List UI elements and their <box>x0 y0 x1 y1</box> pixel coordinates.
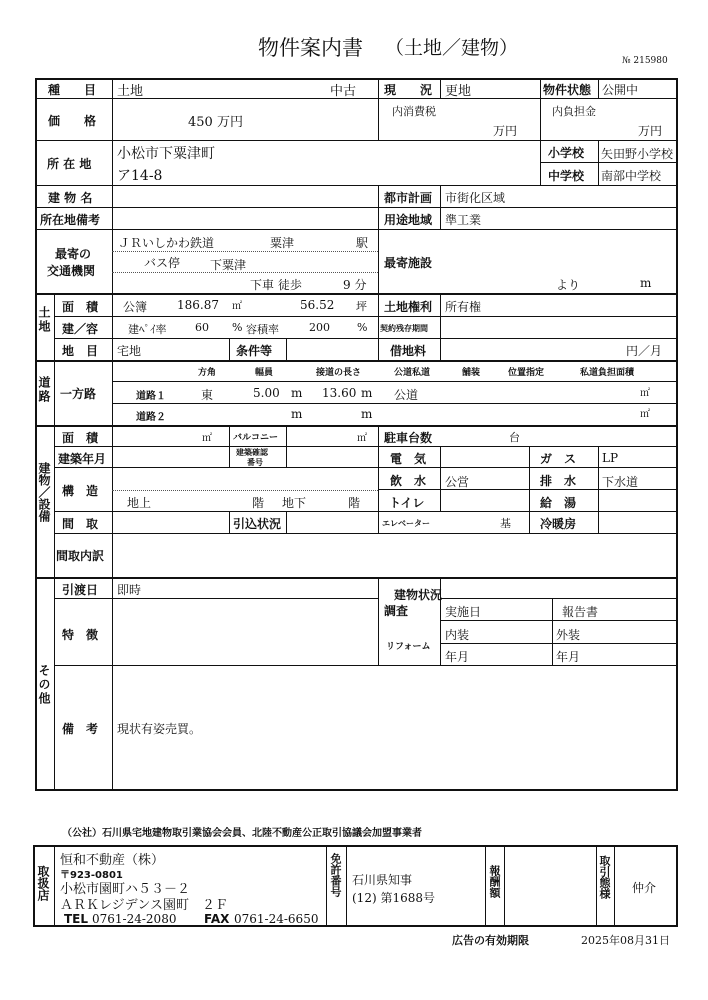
walk-minutes: 9 分 <box>343 278 367 292</box>
building-section-label: 建物／設備 <box>37 462 51 522</box>
road-header: 幅員 <box>255 368 274 378</box>
drain-value: 下水道 <box>602 475 639 489</box>
layout-detail-label: 間取内訳 <box>56 549 105 563</box>
postal-code: 〒923-0801 <box>60 870 123 881</box>
elevator-label: エレベーター <box>382 519 430 528</box>
interior-ym: 年月 <box>445 650 470 664</box>
other-section-label: その他 <box>37 664 51 706</box>
land-right-value: 所有権 <box>445 300 482 314</box>
lease-label: 契約残存期間 <box>380 324 428 333</box>
junior-value: 南部中学校 <box>601 169 662 183</box>
zoning-label: 用途地域 <box>384 213 433 227</box>
railway-name: ＪＲいしかわ鉄道 <box>118 236 215 250</box>
license-label: 免許番号 <box>329 853 342 897</box>
status-value: 更地 <box>445 84 472 99</box>
building-area-unit: ㎡ <box>202 433 212 444</box>
station-unit: 駅 <box>356 236 369 250</box>
road-header: 位置指定 <box>508 368 545 378</box>
tel-label: TEL <box>64 912 89 926</box>
exterior-label: 外装 <box>556 628 581 642</box>
transport-label-1: 最寄の <box>55 247 92 261</box>
road2-label: 道路２ <box>136 412 166 423</box>
floors-above: 地上 <box>127 496 152 510</box>
road-header: 舗装 <box>462 368 481 378</box>
facility-label: 最寄施設 <box>384 256 433 270</box>
bcr-value: 60 <box>195 321 209 334</box>
road1-length: 13.60 <box>322 386 357 400</box>
remarks-value: 現状有姿売買。 <box>117 722 202 736</box>
road-section-label: 道路 <box>37 376 51 404</box>
conditions-label: 条件等 <box>236 344 273 358</box>
address-line2: ＡＲＫレジデンス園町 ２Ｆ <box>60 898 229 913</box>
handover-label: 引渡日 <box>62 583 99 597</box>
road-header: 公道私道 <box>394 368 431 378</box>
association-note: （公社）石川県宅地建物取引業協会会員、北陸不動産公正取引協議会加盟事業者 <box>62 828 422 839</box>
facility-unit: m <box>640 276 652 290</box>
station-name: 粟津 <box>270 236 295 250</box>
condition-value: 中古 <box>330 84 357 99</box>
land-right-label: 土地権利 <box>384 300 433 314</box>
status-label: 現 況 <box>384 83 433 97</box>
document-number: № 215980 <box>622 56 668 66</box>
bcr-unit: % <box>232 321 243 334</box>
floors-below: 地下 <box>282 496 307 510</box>
feature-label: 特 徴 <box>62 628 99 642</box>
tsubo-unit: 坪 <box>356 300 367 313</box>
zoning-value: 準工業 <box>445 213 482 227</box>
ac-label: 冷暖房 <box>540 517 577 531</box>
road1-length-unit: m <box>361 386 373 400</box>
property-status-label: 物件状態 <box>543 83 592 97</box>
rent-label: 借地料 <box>390 344 427 358</box>
land-category-value: 宅地 <box>117 344 142 358</box>
confirm-label-2: 番号 <box>247 458 263 467</box>
land-section-label: 土地 <box>37 306 51 334</box>
road1-direction: 東 <box>201 388 214 402</box>
road1-width-unit: m <box>291 386 303 400</box>
road1-width: 5.00 <box>253 386 280 400</box>
fee-label: 報酬額 <box>488 865 501 898</box>
mode-value: 仲介 <box>632 881 657 895</box>
price-label: 価 格 <box>48 114 97 128</box>
expiry-label: 広告の有効期限 <box>452 934 529 947</box>
fax-label: FAX <box>204 912 230 926</box>
facility-yori: より <box>556 278 581 292</box>
company-name: 恒和不動産（株） <box>60 853 165 868</box>
interior-label: 内装 <box>445 628 470 642</box>
elementary-label: 小学校 <box>548 146 585 160</box>
address-line1: 小松市園町ハ５３－２ <box>60 882 191 897</box>
survey-label-1: 建物状況 <box>394 588 443 602</box>
built-label: 建築年月 <box>58 452 107 466</box>
burden-label: 内負担金 <box>552 105 596 118</box>
land-category-label: 地 目 <box>62 344 99 358</box>
survey-label-2: 調査 <box>384 604 409 618</box>
mode-label: 取引態様 <box>598 855 611 899</box>
city-plan-value: 市街化区域 <box>445 191 506 205</box>
floors-above-unit: 階 <box>252 496 265 510</box>
structure-label: 構 造 <box>62 484 99 498</box>
toilet-label: トイレ <box>389 496 425 510</box>
parking-unit: 台 <box>509 431 520 444</box>
expiry-value: 2025年08月31日 <box>581 934 670 947</box>
balcony-unit: ㎡ <box>357 433 367 444</box>
survey-date-label: 実施日 <box>445 605 482 619</box>
elevator-unit: 基 <box>500 517 511 530</box>
parking-label: 駐車台数 <box>384 431 433 445</box>
far-value: 200 <box>309 321 330 334</box>
road1-area-unit: ㎡ <box>640 388 650 399</box>
remarks-label: 備 考 <box>62 722 99 736</box>
fax-number: 0761-24-6650 <box>234 912 319 926</box>
far-label: 容積率 <box>246 323 279 336</box>
road2-length-unit: m <box>361 407 373 421</box>
license-number: (12) 第1688号 <box>352 891 435 905</box>
land-area-label: 面 積 <box>62 300 99 314</box>
land-area-unit: ㎡ <box>232 301 242 312</box>
location-line1: 小松市下粟津町 <box>117 146 215 162</box>
junior-label: 中学校 <box>548 169 585 183</box>
water-label: 飲 水 <box>390 474 427 488</box>
layout-label: 間 取 <box>62 517 99 531</box>
city-plan-label: 都市計画 <box>384 191 433 205</box>
balcony-label: バルコニー <box>233 433 279 443</box>
ratio-label: 建／容 <box>62 322 99 336</box>
tax-unit: 万円 <box>493 124 518 138</box>
rent-unit: 円／月 <box>626 344 663 358</box>
hotwater-label: 給 湯 <box>540 496 577 510</box>
tsubo-value: 56.52 <box>300 298 335 312</box>
electric-label: 電 気 <box>390 452 427 466</box>
transport-label-2: 交通機関 <box>47 264 96 278</box>
exterior-ym: 年月 <box>556 650 581 664</box>
bus-label: バス停 <box>144 256 181 270</box>
agent-label: 取扱店 <box>36 865 50 901</box>
road2-area-unit: ㎡ <box>640 409 650 420</box>
handover-value: 即時 <box>117 583 142 597</box>
location-line2: ア14-8 <box>117 168 163 184</box>
price-value: 450 万円 <box>188 115 243 130</box>
land-area-value: 186.87 <box>177 298 219 312</box>
land-area-register: 公簿 <box>123 300 148 314</box>
road-header: 接道の長さ <box>316 368 362 378</box>
elementary-value: 矢田野小学校 <box>601 147 674 161</box>
water-value: 公営 <box>445 475 470 489</box>
tel-number: 0761-24-2080 <box>92 912 177 926</box>
tax-label: 内消費税 <box>392 105 436 118</box>
reform-label: リフォーム <box>386 642 431 652</box>
road1-label: 道路１ <box>136 391 166 402</box>
burden-unit: 万円 <box>638 124 663 138</box>
delivery-label: 引込状況 <box>233 517 282 531</box>
bcr-label: 建ﾍﾟｲ率 <box>128 323 167 336</box>
walk-label: 下車 徒歩 <box>250 278 302 292</box>
page-title: 物件案内書 <box>258 36 363 60</box>
road-header: 私道負担面積 <box>580 368 635 378</box>
survey-report-label: 報告書 <box>562 605 599 619</box>
confirm-label-1: 建築確認 <box>236 448 268 457</box>
floors-below-unit: 階 <box>348 496 361 510</box>
far-unit: % <box>357 321 368 334</box>
drain-label: 排 水 <box>540 474 577 488</box>
bus-stop: 下粟津 <box>210 258 247 272</box>
gas-label: ガ ス <box>540 452 577 466</box>
page-subtitle: （土地／建物） <box>385 37 519 59</box>
type-label: 種 目 <box>48 83 97 97</box>
property-status-value: 公開中 <box>602 83 639 97</box>
location-label: 所 在 地 <box>47 157 92 171</box>
road2-width-unit: m <box>291 407 303 421</box>
building-name-label: 建 物 名 <box>48 191 93 205</box>
road1-type: 公道 <box>394 388 419 402</box>
road-side-label: 一方路 <box>60 387 97 401</box>
gas-value: LP <box>602 451 619 465</box>
building-area-label: 面 積 <box>62 431 99 445</box>
road-header: 方角 <box>198 368 217 378</box>
license-authority: 石川県知事 <box>352 873 413 887</box>
location-note-label: 所在地備考 <box>40 213 101 227</box>
type-value: 土地 <box>117 84 144 99</box>
